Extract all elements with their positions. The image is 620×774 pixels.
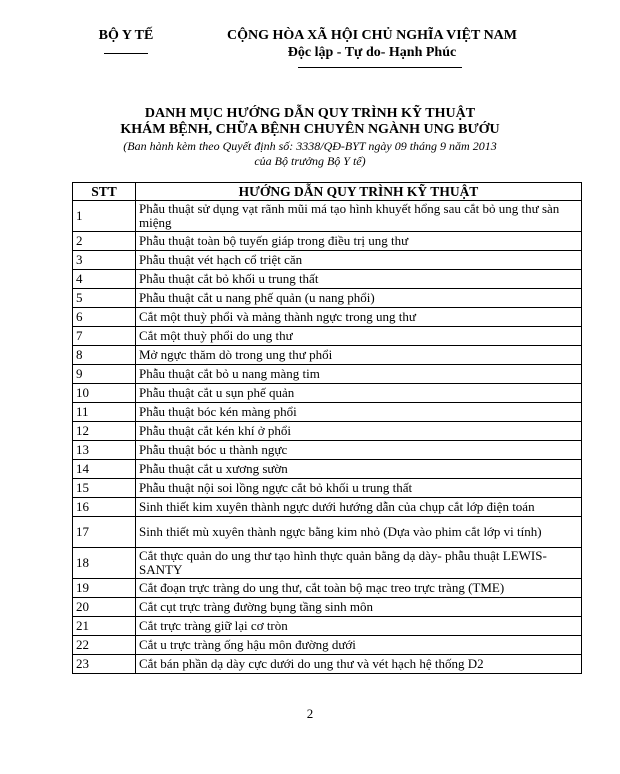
row-procedure-name: Phẫu thuật toàn bộ tuyến giáp trong điều trị ung thư bbox=[136, 232, 582, 251]
row-stt: 22 bbox=[73, 636, 136, 655]
table-row bbox=[73, 441, 582, 460]
table-row bbox=[73, 617, 582, 636]
row-stt: 11 bbox=[73, 403, 136, 422]
procedure-table bbox=[72, 182, 582, 674]
row-procedure-name: Cắt trực tràng giữ lại cơ tròn bbox=[136, 617, 582, 636]
row-stt: 12 bbox=[73, 422, 136, 441]
row-stt: 23 bbox=[73, 655, 136, 674]
table-row bbox=[73, 289, 582, 308]
row-procedure-name: Mở ngực thăm dò trong ung thư phổi bbox=[136, 346, 582, 365]
page-number: 2 bbox=[306, 706, 314, 721]
decision-reference-line-2: của Bộ trưởng Bộ Y tế) bbox=[254, 154, 366, 168]
row-stt: 16 bbox=[73, 498, 136, 517]
document-title-line-2: KHÁM BỆNH, CHỮA BỆNH CHUYÊN NGÀNH UNG BƯỚU bbox=[120, 122, 500, 137]
row-stt: 15 bbox=[73, 479, 136, 498]
table-row bbox=[73, 579, 582, 598]
national-motto: Độc lập - Tự do- Hạnh Phúc bbox=[287, 45, 457, 60]
row-procedure-name: Cắt u trực tràng ống hậu môn đường dưới bbox=[136, 636, 582, 655]
row-stt: 21 bbox=[73, 617, 136, 636]
row-stt: 9 bbox=[73, 365, 136, 384]
table-row bbox=[73, 636, 582, 655]
document-title-line-1: DANH MỤC HƯỚNG DẪN QUY TRÌNH KỸ THUẬT bbox=[144, 106, 476, 121]
row-stt: 7 bbox=[73, 327, 136, 346]
column-header-stt: STT bbox=[73, 183, 136, 201]
row-stt: 20 bbox=[73, 598, 136, 617]
row-procedure-name: Phẫu thuật cắt u nang phế quản (u nang phổi) bbox=[136, 289, 582, 308]
row-procedure-name: Cắt bán phần dạ dày cực dưới do ung thư và vét hạch hệ thống D2 bbox=[136, 655, 582, 674]
table-row bbox=[73, 327, 582, 346]
row-procedure-name: Cắt một thuỳ phổi do ung thư bbox=[136, 327, 582, 346]
row-procedure-name: Cắt một thuỳ phổi và mảng thành ngực trong ung thư bbox=[136, 308, 582, 327]
row-procedure-name: Phẫu thuật cắt bỏ u nang màng tim bbox=[136, 365, 582, 384]
table-row bbox=[73, 403, 582, 422]
table-row bbox=[73, 232, 582, 251]
row-procedure-name: Sinh thiết kim xuyên thành ngực dưới hướng dẫn của chụp cắt lớp điện toán bbox=[136, 498, 582, 517]
row-stt: 4 bbox=[73, 270, 136, 289]
row-stt: 13 bbox=[73, 441, 136, 460]
row-stt: 1 bbox=[73, 201, 136, 232]
row-stt: 17 bbox=[73, 517, 136, 548]
table-row bbox=[73, 201, 582, 232]
row-procedure-name: Phẫu thuật sử dụng vạt rãnh mũi má tạo hình khuyết hổng sau cắt bỏ ung thư sàn miệng bbox=[136, 201, 582, 232]
row-stt: 18 bbox=[73, 548, 136, 579]
row-stt: 5 bbox=[73, 289, 136, 308]
row-procedure-name: Phẫu thuật cắt bỏ khối u trung thất bbox=[136, 270, 582, 289]
row-procedure-name: Cắt đoạn trực tràng do ung thư, cắt toàn bộ mạc treo trực tràng (TME) bbox=[136, 579, 582, 598]
country-name: CỘNG HÒA XÃ HỘI CHỦ NGHĨA VIỆT NAM bbox=[226, 28, 517, 43]
table-row bbox=[73, 598, 582, 617]
row-stt: 6 bbox=[73, 308, 136, 327]
row-procedure-name: Phẫu thuật bóc u thành ngực bbox=[136, 441, 582, 460]
table-row bbox=[73, 498, 582, 517]
row-procedure-name: Phẫu thuật cắt u xương sườn bbox=[136, 460, 582, 479]
table-row bbox=[73, 460, 582, 479]
row-stt: 14 bbox=[73, 460, 136, 479]
table-row bbox=[73, 365, 582, 384]
row-stt: 3 bbox=[73, 251, 136, 270]
table-row bbox=[73, 655, 582, 674]
table-row bbox=[73, 346, 582, 365]
ministry-name: BỘ Y TẾ bbox=[98, 28, 154, 43]
decision-reference-line-1: (Ban hành kèm theo Quyết định số: 3338/QĐ-BYT ngày 09 tháng 9 năm 2013 bbox=[123, 139, 497, 153]
row-stt: 19 bbox=[73, 579, 136, 598]
ministry-underline bbox=[104, 53, 148, 54]
row-stt: 8 bbox=[73, 346, 136, 365]
row-procedure-name: Phẫu thuật bóc kén màng phổi bbox=[136, 403, 582, 422]
row-procedure-name: Phẫu thuật cắt kén khí ở phổi bbox=[136, 422, 582, 441]
motto-underline bbox=[298, 67, 462, 68]
table-row bbox=[73, 384, 582, 403]
row-procedure-name: Phẫu thuật nội soi lồng ngực cắt bỏ khối u trung thất bbox=[136, 479, 582, 498]
table-row bbox=[73, 517, 582, 548]
table-row bbox=[73, 308, 582, 327]
table-header-row bbox=[73, 183, 582, 201]
row-procedure-name: Cắt cụt trực tràng đường bụng tầng sinh môn bbox=[136, 598, 582, 617]
table-row bbox=[73, 548, 582, 579]
row-procedure-name: Phẫu thuật cắt u sụn phế quản bbox=[136, 384, 582, 403]
table-row bbox=[73, 251, 582, 270]
row-stt: 10 bbox=[73, 384, 136, 403]
table-row bbox=[73, 422, 582, 441]
row-stt: 2 bbox=[73, 232, 136, 251]
table-row bbox=[73, 479, 582, 498]
row-procedure-name: Sinh thiết mù xuyên thành ngực bằng kim nhỏ (Dựa vào phim cắt lớp vi tính) bbox=[136, 517, 582, 548]
row-procedure-name: Phẫu thuật vét hạch cổ triệt căn bbox=[136, 251, 582, 270]
table-body bbox=[73, 201, 582, 674]
row-procedure-name: Cắt thực quản do ung thư tạo hình thực quản bằng dạ dày- phẫu thuật LEWIS-SANTY bbox=[136, 548, 582, 579]
column-header-procedure: HƯỚNG DẪN QUY TRÌNH KỸ THUẬT bbox=[136, 183, 582, 201]
table-row bbox=[73, 270, 582, 289]
